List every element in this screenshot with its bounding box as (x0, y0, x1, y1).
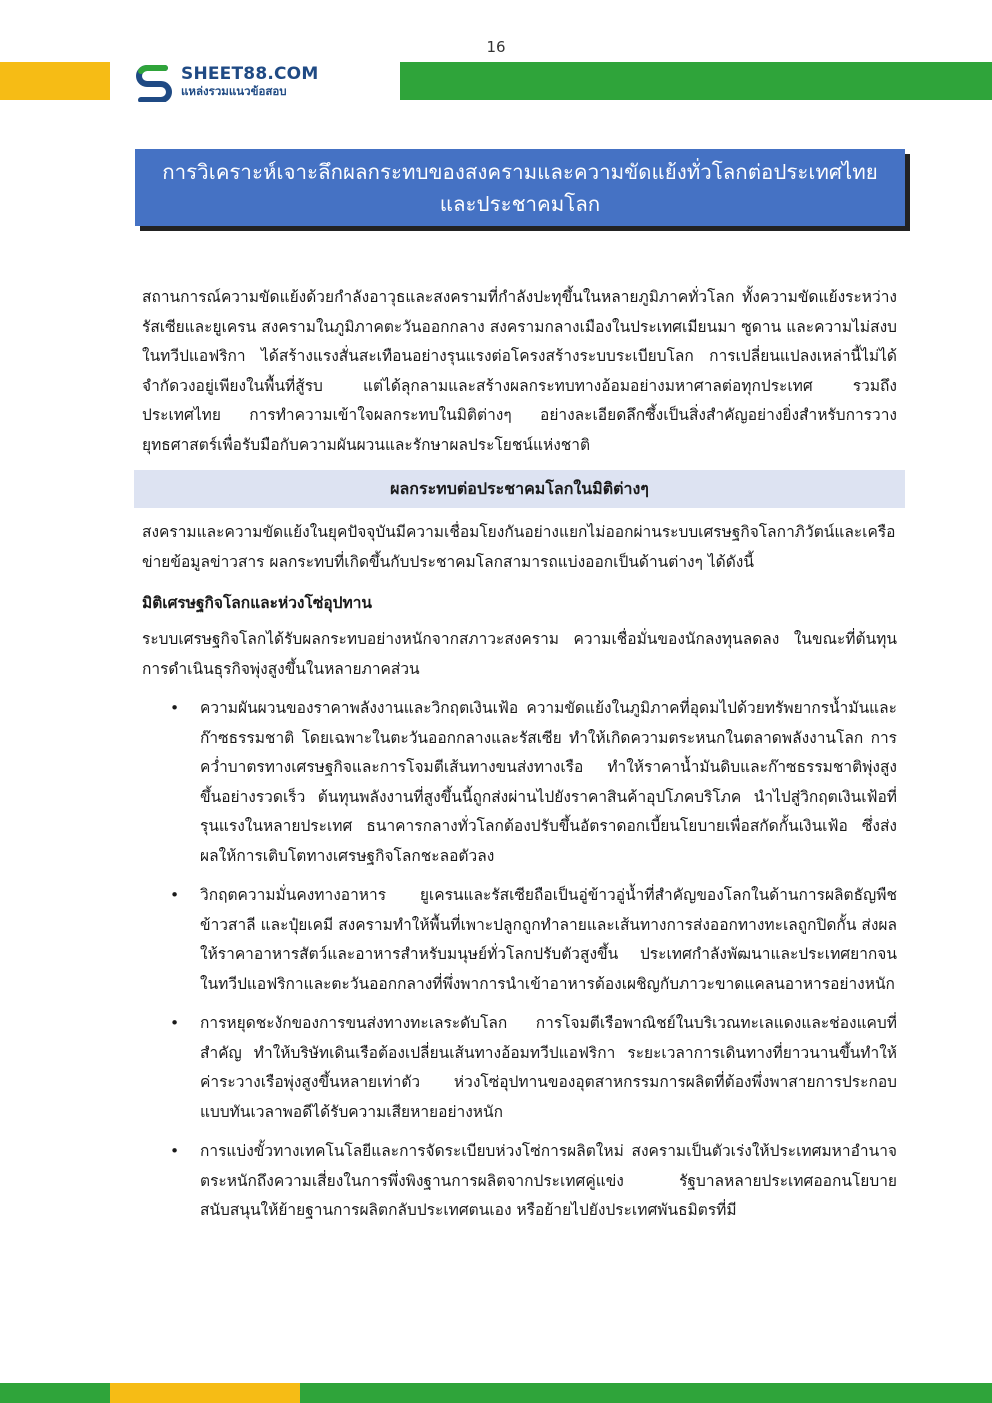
bullet-icon: • (170, 886, 180, 904)
header-band-green (400, 62, 992, 100)
logo-s-icon (135, 62, 173, 102)
bullet-text: วิกฤตความมั่นคงทางอาหาร ยูเครนและรัสเซียถือเป็นอู่ข้าวอู่น้ำที่สำคัญของโลกในด้านการผลิตธัญพืช ข้าวสาลี และปุ๋ยเคมี สงครามทำให้พื้นที่เพาะปลูกถูกทำลายและเส้นทางการส่งออกทางทะเลถูกปิดกั้น ส่งผลให้ราคาอาหารสัตว์และอาหารสำหรับมนุษย์ทั่วโลกปรับตัวสูงขึ้น ประเทศกำลังพัฒนาและประเทศยากจนในทวีปแอฟริกาและตะวันออกกลางที่พึ่งพาการนำเข้าอาหารต้องเผชิญกับภาวะขาดแคลนอาหารอย่างหนัก (200, 886, 897, 993)
bullet-text: การแบ่งขั้วทางเทคโนโลยีและการจัดระเบียบห่วงโซ่การผลิตใหม่ สงครามเป็นตัวเร่งให้ประเทศมหาอำนาจตระหนักถึงความเสี่ยงในการพึ่งพิงฐานการผลิตจากประเทศคู่แข่ง รัฐบาลหลายประเทศออกนโยบายสนับสนุนให้ย้ายฐานการผลิตกลับประเทศตนเอง หรือย้ายไปยังประเทศพันธมิตรที่มี (200, 1142, 897, 1219)
section-heading: ผลกระทบต่อประชาคมโลกในมิติต่างๆ (134, 470, 905, 508)
document-title: การวิเคราะห์เจาะลึกผลกระทบของสงครามและความขัดแย้งทั่วโลกต่อประเทศไทยและประชาคมโลก (162, 159, 878, 216)
page-number: 16 (486, 38, 506, 56)
logo-subtitle: แหล่งรวมแนวข้อสอบ (181, 84, 287, 99)
intro-paragraph: สถานการณ์ความขัดแย้งด้วยกำลังอาวุธและสงครามที่กำลังปะทุขึ้นในหลายภูมิภาคทั่วโลก ทั้งความขัดแย้งระหว่างรัสเซียและยูเครน สงครามในภูมิภาคตะวันออกกลาง สงครามกลางเมืองในประเทศเมียนมา ซูดาน และความไม่สงบในทวีปแอฟริกา ได้สร้างแรงสั่นสะเทือนอย่างรุนแรงต่อโครงสร้างระบบระเบียบโลก การเปลี่ยนแปลงเหล่านี้ไม่ได้จำกัดวงอยู่เพียงในพื้นที่สู้รบ แต่ได้ลุกลามและสร้างผลกระทบทางอ้อมอย่างมหาศาลต่อทุกประเทศ รวมถึงประเทศไทย การทำความเข้าใจผลกระทบในมิติต่างๆ อย่างละเอียดลึกซึ้งเป็นสิ่งสำคัญอย่างยิ่งสำหรับการวางยุทธศาสตร์เพื่อรับมือกับความผันผวนและรักษาผลประโยชน์แห่งชาติ (142, 288, 897, 454)
logo-title: SHEET88.COM (181, 64, 319, 85)
list-item (142, 694, 897, 871)
list-item (142, 1009, 897, 1127)
title-box (135, 149, 905, 226)
bullet-list (142, 694, 897, 1236)
subheading: มิติเศรษฐกิจโลกและห่วงโซ่อุปทาน (142, 594, 373, 612)
bullet-text: การหยุดชะงักของการขนส่งทางทะเลระดับโลก การโจมตีเรือพาณิชย์ในบริเวณทะเลแดงและช่องแคบที่สำคัญ ทำให้บริษัทเดินเรือต้องเปลี่ยนเส้นทางอ้อมทวีปแอฟริกา ระยะเวลาการเดินทางที่ยาวนานขึ้นทำให้ค่าระวางเรือพุ่งสูงขึ้นหลายเท่าตัว ห่วงโซ่อุปทานของอุตสาหกรรมการผลิตที่ต้องพึ่งพาสายการประกอบแบบทันเวลาพอดีได้รับความเสียหายอย่างหนัก (200, 1014, 897, 1121)
bullet-icon: • (170, 699, 180, 717)
header-band-yellow (0, 62, 110, 100)
title-banner (135, 149, 905, 226)
bullet-icon: • (170, 1014, 180, 1032)
footer-band-yellow (110, 1383, 300, 1403)
list-item (142, 881, 897, 999)
sub-lead-paragraph: ระบบเศรษฐกิจโลกได้รับผลกระทบอย่างหนักจากสภาวะสงคราม ความเชื่อมั่นของนักลงทุนลดลง ในขณะที่ต้นทุนการดำเนินธุรกิจพุ่งสูงขึ้นในหลายภาคส่วน (142, 630, 897, 678)
section-lead-paragraph: สงครามและความขัดแย้งในยุคปัจจุบันมีความเชื่อมโยงกันอย่างแยกไม่ออกผ่านระบบเศรษฐกิจโลกาภิวัตน์และเครือข่ายข้อมูลข่าวสาร ผลกระทบที่เกิดขึ้นกับประชาคมโลกสามารถแบ่งออกเป็นด้านต่างๆ ได้ดังนี้ (142, 523, 896, 571)
footer-band-green-left (0, 1383, 110, 1403)
bullet-text: ความผันผวนของราคาพลังงานและวิกฤตเงินเฟ้อ ความขัดแย้งในภูมิภาคที่อุดมไปด้วยทรัพยากรน้ำมันและก๊าซธรรมชาติ โดยเฉพาะในตะวันออกกลางและรัสเซีย ทำให้เกิดความตระหนกในตลาดพลังงานโลก การคว่ำบาตรทางเศรษฐกิจและการโจมตีเส้นทางขนส่งทางเรือ ทำให้ราคาน้ำมันดิบและก๊าซธรรมชาติพุ่งสูงขึ้นอย่างรวดเร็ว ต้นทุนพลังงานที่สูงขึ้นนี้ถูกส่งผ่านไปยังราคาสินค้าอุปโภคบริโภค นำไปสู่วิกฤตเงินเฟ้อที่รุนแรงในหลายประเทศ ธนาคารกลางทั่วโลกต้องปรับขึ้นอัตราดอกเบี้ยนโยบายเพื่อสกัดกั้นเงินเฟ้อ ซึ่งส่งผลให้การเติบโตทางเศรษฐกิจโลกชะลอตัวลง (200, 699, 897, 865)
sheet88-logo (135, 60, 318, 104)
list-item (142, 1137, 897, 1226)
footer-band-green-right (300, 1383, 992, 1403)
bullet-icon: • (170, 1142, 180, 1160)
